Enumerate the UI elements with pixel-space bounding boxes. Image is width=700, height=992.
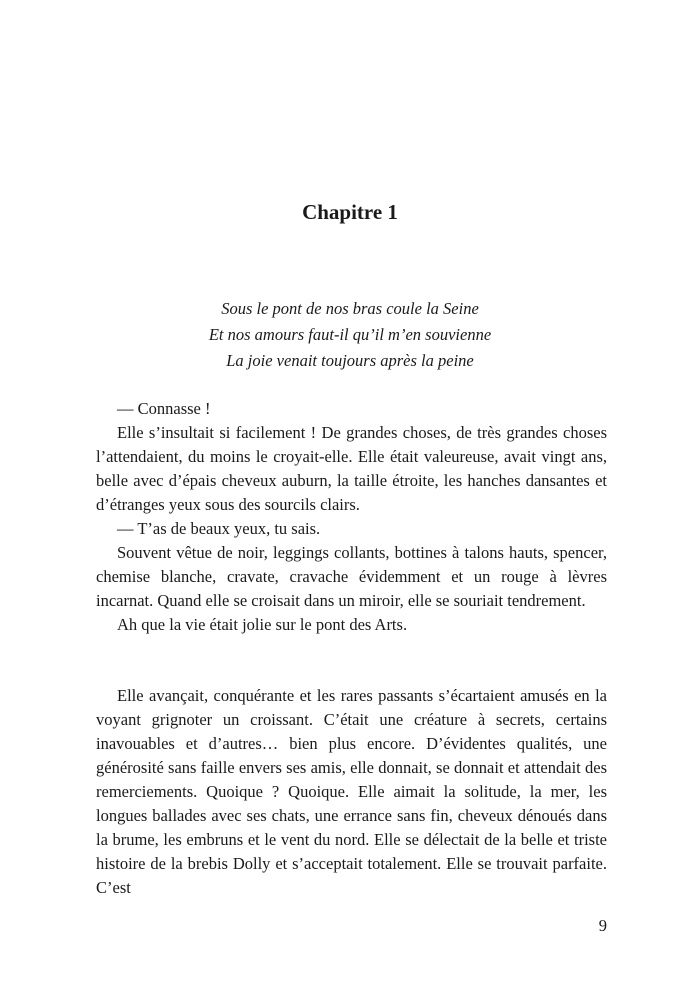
paragraph: Souvent vêtue de noir, leggings collants, bottines à talons hauts, spencer, chemise blanche, cravate, cravache évidemment et un rouge à lèvres incarnat. Quand elle se croisait dans un miroir, elle se souriait tendrement. <box>96 543 607 610</box>
epigraph <box>0 296 700 374</box>
body-text-section-1 <box>96 397 607 637</box>
dialogue-paragraph: — Connasse ! <box>117 399 211 418</box>
paragraph: Elle s’insultait si facilement ! De grandes choses, de très grandes choses l’attendaient, du moins le croyait-elle. Elle était valeureuse, avait vingt ans, belle avec d’épais cheveux auburn, la taille étroite, les hanches dansantes et d’étranges yeux sous des sourcils clairs. <box>96 423 607 514</box>
dialogue-paragraph: — T’as de beaux yeux, tu sais. <box>117 519 321 538</box>
page-number: 9 <box>598 916 607 935</box>
paragraph: Ah que la vie était jolie sur le pont des Arts. <box>117 615 408 634</box>
body-text-section-2 <box>96 684 607 900</box>
epigraph-line: Sous le pont de nos bras coule la Seine <box>221 299 479 318</box>
paragraph: Elle avançait, conquérante et les rares passants s’écartaient amusés en la voyant grignoter un croissant. C’était une créature à secrets, certains inavouables et d’autres… bien plus encore. D’évidentes qualités, une générosité sans faille envers ses amis, elle donnait, se donnait et attendait des remerciements. Quoique ? Quoique. Elle aimait la solitude, la mer, les longues ballades avec ses chats, une errance sans fin, cheveux dénoués dans la brume, les embruns et le vent du nord. Elle se délectait de la belle et triste histoire de la brebis Dolly et s’acceptait totalement. Elle se trouvait parfaite. C’est <box>96 686 607 897</box>
chapter-title: Chapitre 1 <box>302 200 398 224</box>
epigraph-line: Et nos amours faut-il qu’il m’en souvienne <box>208 325 492 344</box>
epigraph-line: La joie venait toujours après la peine <box>226 351 474 370</box>
